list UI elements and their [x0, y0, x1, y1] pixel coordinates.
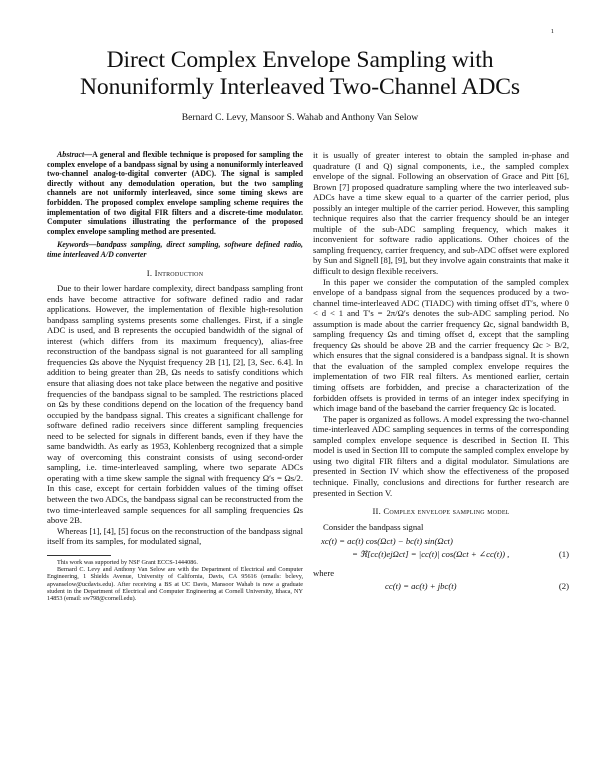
where-text: where — [313, 568, 335, 579]
equation-2-number: (2) — [558, 580, 569, 591]
intro-paragraph-2: Whereas [1], [4], [5] focus on the reconstruction of the bandpass signal itself from its samples, for modulated signal, — [47, 525, 303, 547]
left-column — [47, 150, 303, 603]
intro-paragraph-4: In this paper we consider the computation of the sampled complex envelope of a bandpass signal from the sequences produced by a two-channel time-interleaved ADC (TIADC) with timing offset dT′s, where 0 < d < 1 and T′s = 2π/Ω′s denotes the sub-ADC sampling period. No assumption is made about the carrier frequency Ωc, signal bandwidth B, sampling frequency Ωs and timing offset d, except that the sampling frequency Ωs should be above 2B and the carrier frequency Ωc > B/2, which ensures that the signal considered is a bandpass signal. It is shown that the evaluation of the sampled complex envelope requires the implementation of two FIR real filters. As mentioned earlier, certain timing offsets are forbidden, and precise a characterization of the forbidden offsets is provided in terms of an integer index specifying in which image band of the baseband the carrier frequency Ωc is located. — [313, 276, 569, 414]
footnote — [47, 559, 303, 603]
intro-paragraph-1: Due to their lower hardare complexity, direct bandpass sampling front ends have become attractive for software defined radio and radar applications. However, the implementation of flexible high-resolution bandpass sampling systems presents some challenges. First, if a single ADC is used, and B represents the occupied bandwidth of the signal of interest (which differs from its maximum frequency), alias-free reconstruction of the bandpass signal is not guaranteed for all sampling frequencies Ωs above the Nyquist frequency 2B [1], [2], [3, Sec. 6.4]. In addition to being greater than 2B, Ωs needs to satisfy conditions which ensure that aliasing does not take place between the negative and positive frequencies of the bandpass signal to be sampled. The restrictions placed on Ωs by these conditions depend on the location of the frequency band occupied by the bandpass signal. This creates a significant challenge for software defined radio receivers since different sampling frequencies need to be selected for signals in different bands, even if they have the same bandwidth. As early as 1953, Kohlenberg recognized that a simple way of overcoming this constraint consists of using second-order sampling, i.e. time-interleaved sampling, where two separate ADCs operating with a time skew sample the signal with frequency Ω′s = Ωs/2. In this case, except for certain forbidden values of the timing offset between the two ADCs, the bandpass signal can be reconstructed from the two time-interleaved sample sequences for all sampling frequencies Ωs above 2B. — [47, 283, 303, 526]
equation-2-body: cc(t) = ac(t) + jbc(t) — [385, 580, 457, 591]
keywords-label: Keywords — [57, 240, 89, 250]
equation-2 — [313, 581, 569, 595]
equation-1-number: (1) — [558, 549, 569, 560]
keywords-text: —bandpass sampling, direct sampling, software defined radio, time interleaved A/D converter — [47, 240, 303, 259]
section-heading-model: II. Complex envelope sampling model — [372, 506, 510, 517]
equation-1 — [313, 536, 569, 566]
model-intro: Consider the bandpass signal — [323, 521, 424, 532]
abstract-text: —A general and flexible technique is proposed for sampling the complex envelope of a bandpass signal by using a nonuniformly interleaved two-channel analog-to-digital converter (ADC). The signal is sampled directly without any demodulation operation, but the two sampling channels are not uniformly interleaved, since some timing skews are forbidden. The proposed complex envelope sampling scheme requires the implementation of two digital FIR filters and a discrete-time modulator. Computer simulations illustrating the performance of the proposed complex envelope sampling method are presented. — [47, 150, 303, 236]
paper-title: Direct Complex Envelope Sampling with Nonuniformly Interleaved Two-Channel ADCs — [79, 47, 521, 100]
abstract — [47, 150, 303, 236]
intro-paragraph-3: it is usually of greater interest to obtain the sampled in-phase and quadrature (I and Q) signal components, i.e., the sampled complex envelope of the signal. Following an observation of Grace and Pitt [6], Brown [7] proposed quadrature sampling where the two interleaved sub-ADCs have a time skew equal to a quarter of the carrier period, plus possibly an integer multiple of the carrier period. However, this sampling technique requires also that the carrier frequency should be an integer multiple of the sub-ADC sampling frequency, which makes it inconvenient for software radio applications. Other choices of the sampling frequency, carrier frequency, and sub-ADC offset were explored by Sun and Signell [8], [9], but they involve again constraints that make it difficult to design flexible receivers. — [313, 150, 569, 277]
abstract-label: Abstract — [57, 150, 85, 159]
page-number: 1 — [550, 28, 554, 35]
paper-authors: Bernard C. Levy, Mansoor S. Wahab and Anthony Van Selow — [181, 112, 419, 123]
right-column — [313, 150, 569, 595]
keywords — [47, 240, 303, 259]
footnote-funding: This work was supported by NSF Grant ECCS-1444086. — [57, 558, 198, 566]
footnote-affiliations: Bernard C. Levy and Anthony Van Selow are with the Department of Electrical and Computer Engineering, 1 Shields Avenue, University of California, Davis, CA 95616 (emails: bclevy, apvanselow@ucdavis.edu). After receiving a BS at UC Davis, Mansoor Wahab is now a graduate student in the Department of Electrical and Computer Engineering at Cornell University, Ithaca, NY 14853 (email: sw798@cornell.edu). — [47, 566, 303, 603]
section-heading-introduction: I. Introduction — [146, 267, 204, 278]
equation-1-line-1: xc(t) = ac(t) cos(Ωct) − bc(t) sin(Ωct) — [321, 536, 453, 547]
footnote-divider — [47, 555, 111, 556]
equation-1-line-2: = ℜ[cc(t)ejΩct] = |cc(t)| cos(Ωct + ∠cc(t)) , — [352, 549, 510, 560]
intro-paragraph-5: The paper is organized as follows. A model expressing the two-channel time-interleaved ADC sampling sequences in terms of the corresponding sampled complex envelope sequence is described in Section II. This model is used in Section III to compute the sampled complex envelope by using two digital FIR filters and a digital modulator. Simulations are presented in Section IV which show the effectiveness of the proposed technique. Finally, conclusions and directions for further research are presented in Section V. — [313, 413, 569, 498]
